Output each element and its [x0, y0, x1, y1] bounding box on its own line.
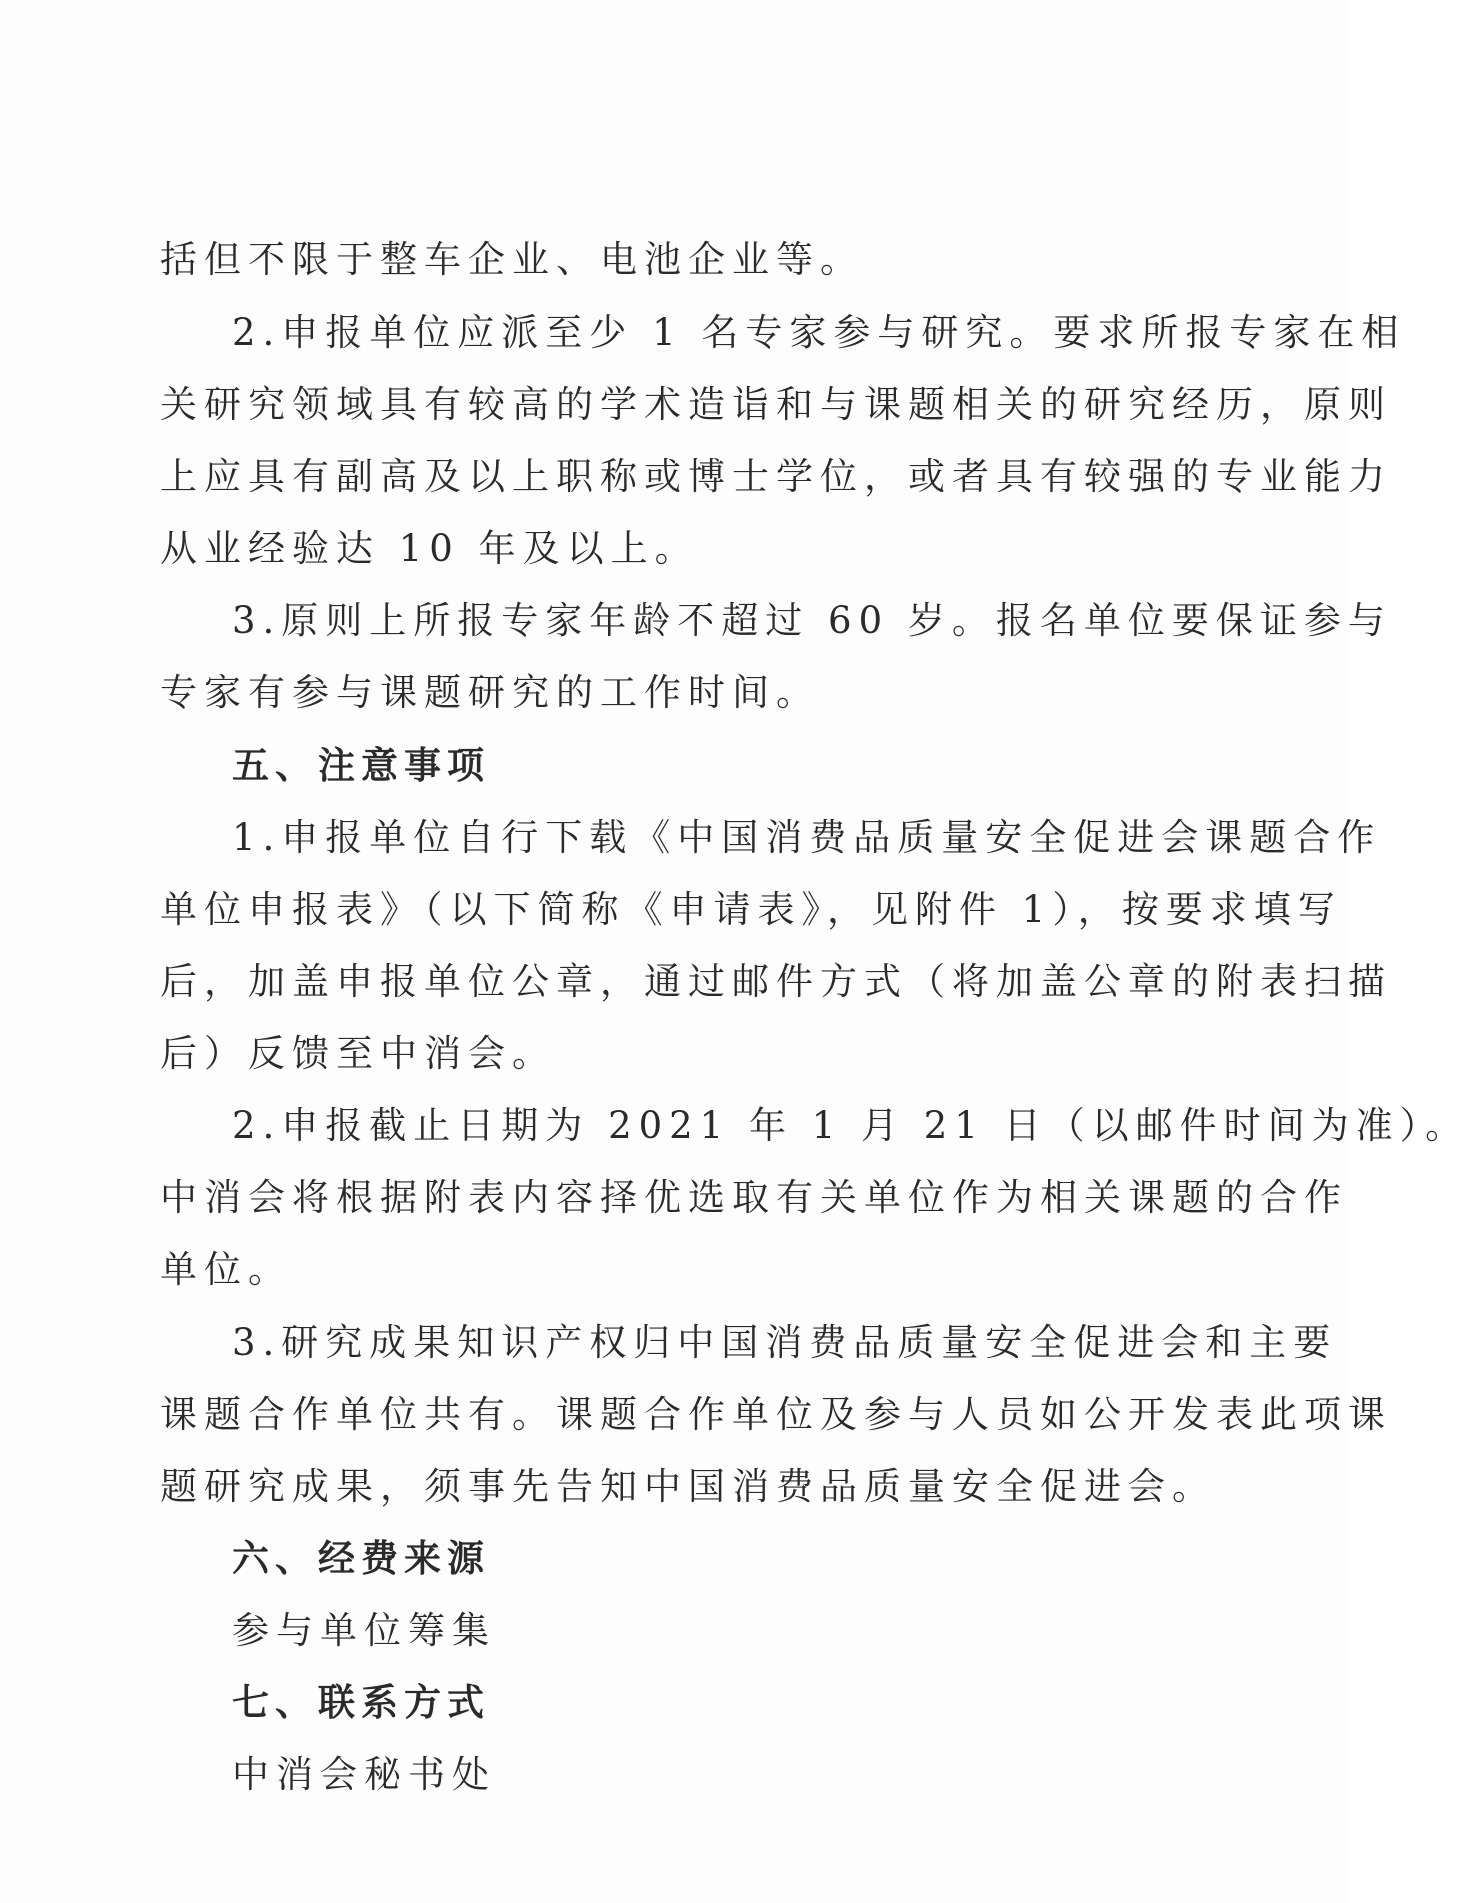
text-line: 题研究成果，须事先告知中国消费品质量安全促进会。	[160, 1465, 1216, 1508]
text-line: 2.申报截止日期为 2021 年 1 月 21 日（以邮件时间为准）。	[232, 1104, 1469, 1147]
text-line: 3.研究成果知识产权归中国消费品质量安全促进会和主要	[232, 1321, 1338, 1364]
section-heading: 六、经费来源	[232, 1537, 490, 1580]
text-line: 3.原则上所报专家年龄不超过 60 岁。报名单位要保证参与	[232, 599, 1392, 642]
text-line: 单位。	[160, 1248, 292, 1291]
text-line: 后）反馈至中消会。	[160, 1032, 556, 1075]
text-line: 后，加盖申报单位公章，通过邮件方式（将加盖公章的附表扫描	[160, 960, 1392, 1003]
text-line: 关研究领域具有较高的学术造诣和与课题相关的研究经历，原则	[160, 383, 1392, 426]
section-heading: 五、注意事项	[232, 744, 490, 787]
text-line: 单位申报表》（以下简称《申请表》，见附件 1），按要求填写	[160, 888, 1342, 931]
text-line: 1.申报单位自行下载《中国消费品质量安全促进会课题合作	[232, 816, 1382, 859]
text-line: 上应具有副高及以上职称或博士学位，或者具有较强的专业能力	[160, 455, 1392, 498]
text-line: 专家有参与课题研究的工作时间。	[160, 671, 820, 714]
text-line: 课题合作单位共有。课题合作单位及参与人员如公开发表此项课	[160, 1393, 1392, 1436]
text-line: 括但不限于整车企业、电池企业等。	[160, 238, 864, 281]
text-line: 参与单位筹集	[232, 1609, 496, 1652]
text-line: 中消会将根据附表内容择优选取有关单位作为相关课题的合作	[160, 1176, 1348, 1219]
text-line: 2.申报单位应派至少 1 名专家参与研究。要求所报专家在相	[232, 311, 1406, 354]
text-line: 中消会秘书处	[232, 1753, 496, 1796]
section-heading: 七、联系方式	[232, 1681, 490, 1724]
text-line: 从业经验达 10 年及以上。	[160, 527, 699, 570]
